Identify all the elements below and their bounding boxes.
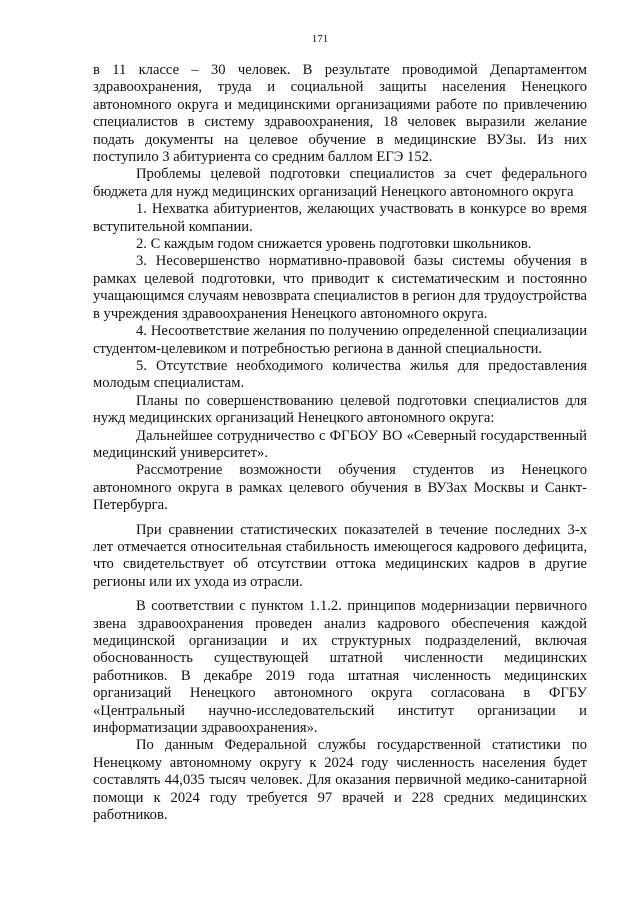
paragraph-plan-training: Рассмотрение возможности обучения студентов из Ненецкого автономного округа в рамках целевого обучения в ВУЗах Москвы и Санкт-Петербурга. bbox=[93, 462, 587, 514]
paragraph-statistics: При сравнении статистических показателей в течение последних 3-х лет отмечается относительная стабильность имеющегося кадрового дефицита, что свидетельствует об отсутствии оттока медицинских кадров в другие регионы или их ухода из отрасли. bbox=[93, 521, 587, 590]
page-number: 171 bbox=[311, 33, 329, 45]
paragraph-population: По данным Федеральной службы государственной статистики по Ненецкому автономному округу к 2024 году численность населения будет составлять 44,035 тысяч человек. Для оказания первичной медико-санитарной помощи к 2024 году требуется 97 врачей и 228 средних медицинских работников. bbox=[93, 737, 587, 824]
paragraph-problem-4: 4. Несоответствие желания по получению определенной специализации студентом-целевиком и потребностью региона в данной специальности. bbox=[93, 323, 587, 357]
paragraph-problem-2: 2. С каждым годом снижается уровень подготовки школьников. bbox=[136, 236, 532, 253]
document-body bbox=[93, 62, 587, 824]
paragraph-problem-1: 1. Нехватка абитуриентов, желающих участвовать в конкурсе во время вступительной компании. bbox=[93, 201, 587, 235]
paragraph-applicants: в 11 классе – 30 человек. В результате проводимой Департаментом здравоохранения, труда и социальной защиты населения Ненецкого автономного округа и медицинскими организациями работе по привлечению специалистов в систему здравоохранения, 18 человек выразили желание подать документы на целевое обучение в медицинские ВУЗы. Из них поступило 3 абитуриента со средним баллом ЕГЭ 152. bbox=[93, 62, 587, 166]
paragraph-plans-heading: Планы по совершенствованию целевой подготовки специалистов для нужд медицинских организаций Ненецкого автономного округа: bbox=[93, 392, 587, 427]
paragraph-plan-cooperation: Дальнейшее сотрудничество с ФГБОУ ВО «Северный государственный медицинский университет». bbox=[93, 427, 587, 461]
paragraph-problems-heading: Проблемы целевой подготовки специалистов за счет федерального бюджета для нужд медицинских организаций Ненецкого автономного округа bbox=[93, 166, 587, 200]
paragraph-modernization: В соответствии с пунктом 1.1.2. принципов модернизации первичного звена здравоохранения проведен анализ кадрового обеспечения каждой медицинской организации и их структурных подразделений, включая обоснованность существующей штатной численности медицинских работников. В декабре 2019 года штатная численность медицинских организаций Ненецкого автономного округа согласована в ФГБУ «Центральный научно-исследовательский институт организации и информатизации здравоохранения». bbox=[93, 598, 587, 737]
paragraph-problem-5: 5. Отсутствие необходимого количества жилья для предоставления молодым специалистам. bbox=[93, 357, 587, 392]
paragraph-problem-3: 3. Несовершенство нормативно-правовой базы системы обучения в рамках целевой подготовки, что приводит к систематическим и постоянно учащающимся случаям невозврата специалистов в регион для трудоустройства в учреждения здравоохранения Ненецкого автономного округа. bbox=[93, 253, 587, 322]
